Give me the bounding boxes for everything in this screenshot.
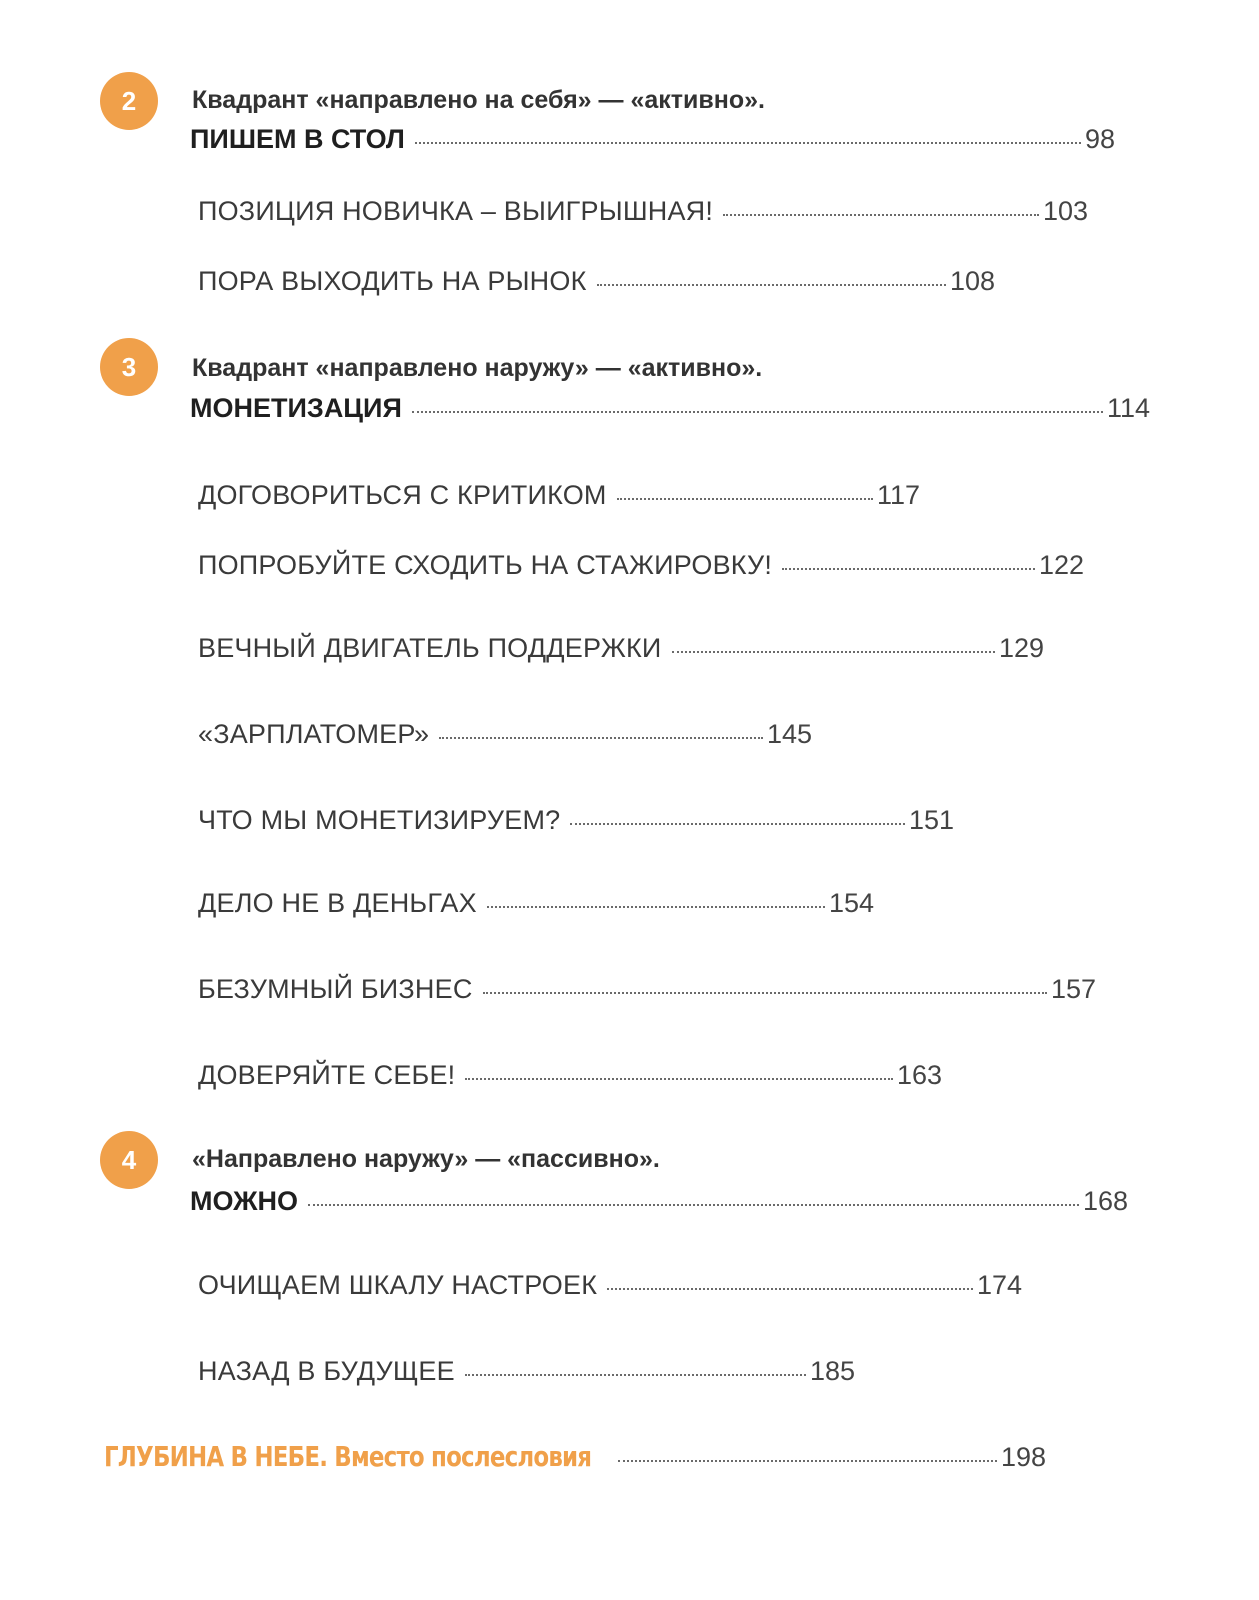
afterword-title: ГЛУБИНА В НЕБЕ. Вместо послесловия — [104, 1440, 592, 1473]
chapter-number-badge: 3 — [100, 338, 158, 396]
dot-leader — [607, 1288, 973, 1290]
dot-leader — [570, 823, 905, 825]
chapter-title: МОНЕТИЗАЦИЯ — [190, 393, 402, 423]
toc-entry[interactable] — [198, 719, 812, 750]
chapter-subtitle: Квадрант «направлено наружу» — «активно». — [192, 354, 763, 382]
page-number: 185 — [809, 1356, 855, 1386]
toc-entry[interactable] — [198, 1356, 855, 1387]
toc-entry[interactable] — [198, 805, 954, 836]
dot-leader — [487, 906, 825, 908]
page-number: 163 — [896, 1060, 942, 1090]
chapter-subtitle: «Направлено наружу» — «пассивно». — [192, 1145, 660, 1173]
toc-entry[interactable] — [198, 1270, 1022, 1301]
dot-leader — [415, 142, 1081, 144]
toc-entry[interactable] — [198, 196, 1088, 227]
page-number: 157 — [1050, 974, 1096, 1004]
toc-entry-chapter-title[interactable] — [190, 1186, 1128, 1217]
entry-label: ЧТО МЫ МОНЕТИЗИРУЕМ? — [198, 805, 561, 835]
entry-label: ВЕЧНЫЙ ДВИГАТЕЛЬ ПОДДЕРЖКИ — [198, 633, 662, 663]
toc-entry[interactable] — [198, 266, 995, 297]
dot-leader — [483, 992, 1047, 994]
dot-leader — [412, 411, 1103, 413]
toc-entry[interactable] — [198, 480, 920, 511]
toc-entry-afterword[interactable] — [104, 1440, 1046, 1473]
dot-leader — [723, 214, 1039, 216]
toc-entry-chapter-title[interactable] — [190, 124, 1115, 155]
page-number: 154 — [828, 888, 874, 918]
dot-leader — [439, 737, 763, 739]
page-number: 174 — [976, 1270, 1022, 1300]
entry-label: НАЗАД В БУДУЩЕЕ — [198, 1356, 455, 1386]
chapter-title: МОЖНО — [190, 1186, 299, 1216]
entry-label: ПОЗИЦИЯ НОВИЧКА – ВЫИГРЫШНАЯ! — [198, 196, 714, 226]
page-number: 145 — [766, 719, 812, 749]
page-number: 151 — [908, 805, 954, 835]
dot-leader — [782, 568, 1035, 570]
chapter-title: ПИШЕМ В СТОЛ — [190, 124, 405, 154]
toc-entry[interactable] — [198, 974, 1096, 1005]
entry-label: ДОВЕРЯЙТЕ СЕБЕ! — [198, 1060, 456, 1090]
page-number: 103 — [1042, 196, 1088, 226]
page-number: 108 — [949, 266, 995, 296]
toc-entry-chapter-title[interactable] — [190, 393, 1150, 424]
entry-label: «ЗАРПЛАТОМЕР» — [198, 719, 430, 749]
chapter-subtitle: Квадрант «направлено на себя» — «активно». — [192, 86, 765, 114]
toc-entry[interactable] — [198, 888, 874, 919]
page-number: 198 — [1000, 1442, 1046, 1472]
dot-leader — [465, 1078, 893, 1080]
dot-leader — [618, 1460, 997, 1462]
dot-leader — [617, 498, 873, 500]
chapter-number-badge: 2 — [100, 72, 158, 130]
toc-entry[interactable] — [198, 1060, 942, 1091]
entry-label: ПОРА ВЫХОДИТЬ НА РЫНОК — [198, 266, 587, 296]
dot-leader — [465, 1374, 806, 1376]
page-number: 114 — [1106, 393, 1150, 423]
toc-entry[interactable] — [198, 550, 1084, 581]
entry-label: ДЕЛО НЕ В ДЕНЬГАХ — [198, 888, 477, 918]
page-number: 122 — [1038, 550, 1084, 580]
entry-label: ПОПРОБУЙТЕ СХОДИТЬ НА СТАЖИРОВКУ! — [198, 550, 773, 580]
page-number: 129 — [998, 633, 1044, 663]
entry-label: БЕЗУМНЫЙ БИЗНЕС — [198, 974, 473, 1004]
entry-label: ОЧИЩАЕМ ШКАЛУ НАСТРОЕК — [198, 1270, 598, 1300]
page-number: 168 — [1082, 1186, 1128, 1216]
entry-label: ДОГОВОРИТЬСЯ С КРИТИКОМ — [198, 480, 607, 510]
dot-leader — [597, 284, 946, 286]
dot-leader — [308, 1204, 1079, 1206]
page-number: 98 — [1084, 124, 1115, 154]
chapter-number-badge: 4 — [100, 1131, 158, 1189]
dot-leader — [672, 651, 995, 653]
toc-entry[interactable] — [198, 633, 1044, 664]
page-number: 117 — [876, 480, 920, 510]
